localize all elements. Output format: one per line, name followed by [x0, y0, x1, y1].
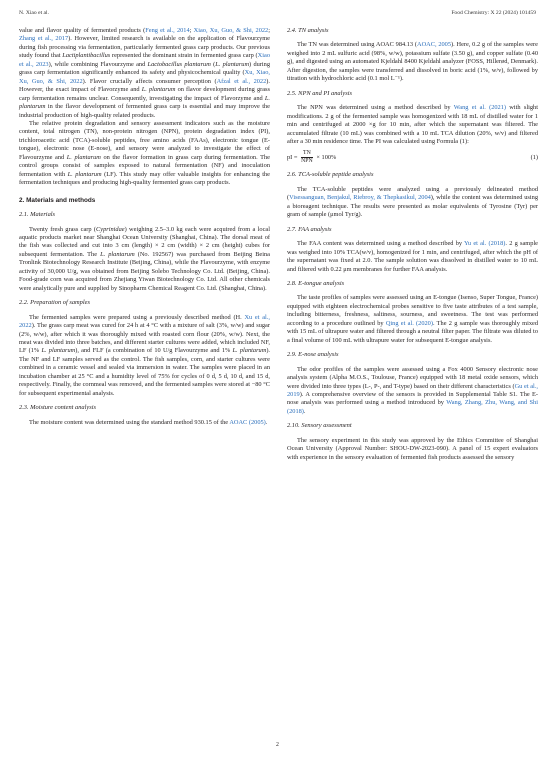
formula-numerator: TN — [303, 150, 311, 157]
formula-denominator: NPN — [301, 158, 313, 165]
preparation-paragraph: The fermented samples were prepared using a previously described method (H. Xu et al., 2022). The grass carp meat was cured for 24 h at 4 °C with a mixture of salt (3%, w/w) and sugar (2%, w/w), after which it was thoroughly mixed with roasted corn flour (20%, w/w). Next, the meat was divided into three batches, and different starter cultures were added, which included NF, LF (1% L. plantarum), and FLF (a combination of 10 U/g Flavourzyme and 1% L. plantarum). The NF and LF samples served as the control. The fish samples, corn, and starter cultures were combined in a ceramic vessel and sealed via immersion in water. The samples were placed in an incubation chamber at 25 °C and a humidity level of 75% for cycles of 0 d, 5 d, 10 d, and 15 d, respectively. Finally, the cornmeal was removed, and the fermented samples were stored at −80 °C for subsequent experimental analysis. — [19, 313, 271, 397]
citation-link[interactable]: AOAC (2005) — [229, 418, 266, 426]
moisture-paragraph: The moisture content was determined using the standard method 930.15 of the AOAC (2005). — [29, 418, 268, 426]
running-header-authors: N. Xiao et al. — [19, 10, 49, 16]
formula-lhs: pI = — [287, 154, 298, 162]
running-header-journal: Food Chemistry: X 22 (2024) 101459 — [451, 10, 536, 16]
subsection-title-moisture: 2.3. Moisture content analysis — [19, 404, 96, 412]
materials-paragraph: Twenty fresh grass carp (Cyprinidae) weighing 2.5–3.0 kg each were acquired from a local aquatic products market near Shanghai Ocean University (Shanghai, China). The dorsal meat of the fish was collected and cut into 3 cm (length) × 2 cm (width) × 2 cm (height) cubes for subsequent fermentation. The L. plantarum (No. 192567) was purchased from Beijing Beina Tronlink Biotechnology Research Institute (Beijing, China), while the Flavourzyme, with enzyme activity of 30,000 U/g, was obtained from Beijing Solebo Technology Co. Ltd. (Beijing, China). Food-grade corn was acquired from Zhejiang Yiwan Biotechnology Co. Ltd. All other chemicals were analytically pure and supplied by Sinopharm Chemical Reagent Co. Ltd. (Shanghai, China). — [19, 225, 270, 292]
formula-1 — [287, 150, 538, 165]
italic-term: L. plantarum — [232, 347, 267, 355]
etongue-paragraph: The taste profiles of samples were assessed using an E-tongue (Isenso, Super Tongue, France) equipped with eighteen electrochemical probes sensitive to five taste attributes of a test sample, including bitterness, freshness, saltiness, sourness, and sweetness. The test was performed according to a procedure outlined by Qing et al. (2020). The 2 g sample was thoroughly mixed with 15 mL of ultrapure water and filtered through a neutral filter paper. The filtrate was diluted to a final volume of 100 mL with ultrapure water for subsequent E-tongue analysis. — [287, 294, 538, 344]
section-title-materials-methods: 2. Materials and methods — [19, 196, 96, 204]
npn-pi-paragraph: The NPN was determined using a method described by Wang et al. (2021) with slight modifications. 2 g of the fermented sample was homogenized with 18 mL of distilled water for 1 min and centrifuged at 2000 ×g for 10 min, after which the supernatant was filtered. The accumulated filtrate (10 mL) was combined with a 10 mL TCA dilution (20%, w/v) and filtered after a 30 min residence time. The PI was calculated using Formula (1): — [287, 104, 538, 145]
italic-term: L. plantarum — [141, 86, 176, 94]
tca-paragraph: The TCA-soluble peptides were analyzed using a previously delineated method (Visessanguan, Benjakul, Riebroy, & Thepkasikul, 2004), while the content was determined using a bioreagent technique. The results were presented as molar equivalents of Tyrosine (Tyr) per gram of sample (μmol Tyr/g). — [287, 185, 538, 219]
subsection-title-sensory: 2.10. Sensory assessment — [287, 422, 352, 430]
intro-paragraph-2: The relative protein degradation and sensory assessment indicators such as the moisture content, total nitrogen (TN), non-protein nitrogen (NPN), protein degradation index (PI), trichloroacetic acid (TCA)-soluble peptides, free amino acids (FAAs), electronic tongue (E-tongue), electronic nose (E-nose), and sensory were analyzed to investigate the effect of Flavourzyme and L. plantarum on the flavor formation in grass carp during fermentation. The control groups consist of samples exposed to natural fermentation (NF) and inoculation fermentation with L. plantarum (LF). This study may offer valuable insights for enhancing the fermentation techniques and producing high-quality fermented grass carp products. — [19, 119, 270, 187]
subsection-title-npn-pi: 2.5. NPN and PI analysis — [287, 89, 352, 97]
faa-paragraph: The FAA content was determined using a method described by Yu et al. (2018). 2 g sample was weighed into 10% TCA(w/v), homogenized for 1 min, and centrifuged, after which the pH of the supernatant was fixed at 2.0. The sample solution was dissolved in distilled water to 10 mL and filtered with 0.22 μm membranes for further FAA analysis. — [287, 240, 538, 273]
formula-fraction — [301, 150, 313, 165]
sensory-paragraph: The sensory experiment in this study was approved by the Ethics Committee of Shanghai Ocean University (Approval Number: SHOU-DW-2023-090). A panel of 15 expert evaluators with experience in the sensory evaluation of fermented fish products assessed the sensory — [287, 436, 538, 461]
subsection-title-faa: 2.7. FAA analysis — [287, 225, 332, 233]
subsection-title-enose: 2.9. E-nose analysis — [287, 351, 339, 359]
subsection-title-etongue: 2.8. E-tongue analysis — [287, 279, 345, 287]
italic-term: L. plantarum — [19, 94, 270, 111]
citation-link[interactable]: Zhang et al., 2017 — [19, 35, 69, 43]
citation-link[interactable]: AOAC, 2005 — [416, 41, 452, 49]
formula-body — [287, 150, 336, 165]
formula-number: (1) — [530, 153, 538, 161]
italic-term: L. plantarum — [67, 170, 102, 178]
citation-link[interactable]: Gu et al., 2019 — [287, 382, 538, 398]
citation-link[interactable]: Xiao et al., 2023 — [19, 52, 270, 68]
italic-term: L. plantarum — [41, 347, 76, 355]
italic-term: L. plantarum — [100, 250, 135, 258]
subsection-title-tn: 2.4. TN analysis — [287, 27, 329, 34]
subsection-title-tca: 2.6. TCA-soluble peptide analysis — [287, 171, 374, 179]
citation-link[interactable]: Afzal et al., 2022 — [216, 77, 267, 85]
citation-link[interactable]: Wang et al. (2021) — [453, 104, 506, 112]
citation-link[interactable]: Xiao, Xu, Guo, & Shi, 2022 — [193, 27, 269, 34]
citation-link[interactable]: Xu et al., 2022 — [19, 313, 270, 330]
tn-paragraph: The TN was determined using AOAC 984.13 (AOAC, 2005). Here, 0.2 g of the samples were weighed into 2 mL sulfuric acid (98%, w/w), potassium sulfate (3.50 g), and copper sulfate (0.40 g), and digested using an automated Kjeldahl 8400 Kjeldahl analyzer (FOSS, Hillerød, Denmark). After digestion, the samples were transferred and dissolved in boric acid (1%, w/v), followed by titration with hydrochloric acid (0.1 mol L⁻¹). — [287, 41, 538, 83]
citation-link[interactable]: Wang, Zhang, Zhu, Wang, and Shi (2018) — [287, 399, 538, 415]
intro-paragraph-1: value and flavor quality of fermented products (Feng et al., 2014; Xiao, Xu, Guo, & Shi, 2022; Zhang et al., 2017). However, limited research is available on the application of Flavourzyme during fish processing via fermentation, particularly fermented grass carp products. Our previous study found that Lactiplantibacillus represented the dominant strain in fermented grass carp (Xiao et al., 2023), while combining Flavourzyme and Lactobacillus plantarum (L. plantarum) during grass carp fermentation significantly enhanced its safety and physicochemical quality (Xu, Xiao, Xu, Guo, & Shi, 2022). Flavor crucially affects consumer perception (Afzal et al., 2022). However, the exact impact of Flavorzyme and L. plantarum on flavor development during grass carp fermentation remains unclear. Consequently, investigating the impact of Flavorzyme and L. plantarum in the flavor development of fermented grass carp is essential and may improve the industrial production of high-quality related products. — [19, 27, 271, 119]
formula-rhs: × 100% — [316, 154, 337, 162]
italic-term: Lactiplantibacillus — [62, 52, 111, 60]
citation-link[interactable]: Xu, Xiao, Xu, Guo, & Shi, 2022 — [19, 69, 271, 85]
subsection-title-materials: 2.1. Materials — [19, 211, 56, 219]
italic-term: Cyprinidae — [96, 225, 125, 233]
italic-term: L. plantarum — [215, 60, 250, 68]
left-column — [19, 27, 270, 427]
page-number: 2 — [276, 742, 279, 748]
enose-paragraph: The odor profiles of the samples were assessed using a Fox 4000 Sensory electronic nose analysis system (Alpha M.O.S., Toulouse, France) equipped with 18 metal oxide sensors, which were divided into three types (L-, P-, and T-type) based on their different characteristics (Gu et al., 2019). A comprehensive overview of the sensors is provided in Supplemental Table S1. The E-nose analysis was performed using a method introduced by Wang, Zhang, Zhu, Wang, and Shi (2018). — [287, 365, 538, 415]
citation-link[interactable]: Yu et al. (2018) — [464, 240, 506, 248]
citation-link[interactable]: Qing et al. (2020) — [385, 319, 433, 327]
subsection-title-preparation: 2.2. Preparation of samples — [19, 299, 90, 307]
italic-term: L. plantarum — [66, 153, 101, 161]
right-column — [287, 27, 538, 462]
italic-term: Lactobacillus plantarum — [147, 60, 211, 68]
citation-link[interactable]: Visessanguan, Benjakul, Riebroy, & Thepkasikul, 2004 — [289, 194, 431, 202]
citation-link[interactable]: Feng et al., 2014 — [145, 27, 190, 34]
